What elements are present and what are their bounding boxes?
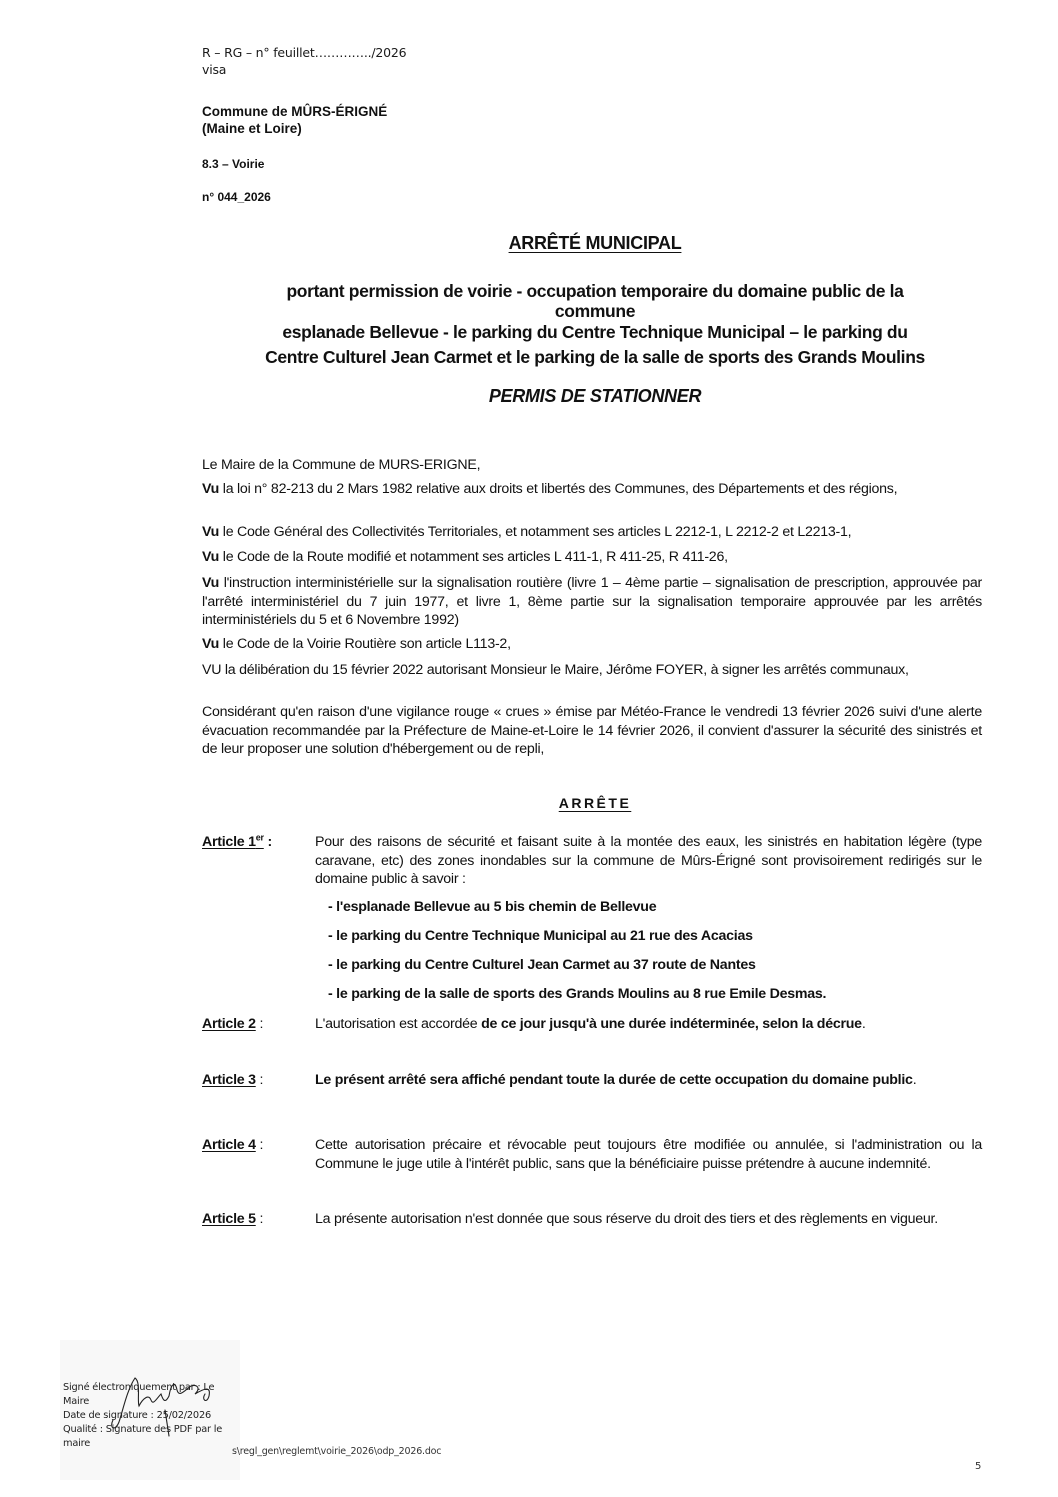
vu-label: Vu: [202, 524, 220, 540]
article-3-label: Article 3 :: [202, 1072, 264, 1088]
article-3-text: Le présent arrêté sera affiché pendant toute la durée de cette occupation du domaine public.: [315, 1072, 917, 1088]
vu-label: Vu: [202, 481, 220, 497]
vu-paragraph: [202, 548, 982, 567]
subtitle-line: esplanade Bellevue - le parking du Centre Technique Municipal – le parking du: [282, 322, 908, 342]
visa-line: visa: [202, 62, 227, 77]
article-1-label: Article 1er :: [202, 832, 272, 850]
vu-text: la loi n° 82-213 du 2 Mars 1982 relative aux droits et libertés des Communes, des Départements et des régions,: [219, 481, 898, 497]
considerant-paragraph: Considérant qu'en raison d'une vigilance rouge « crues » émise par Météo-France le vendredi 13 février 2026 suivi d'une alerte évacuation recommandée par la Préfecture de Maine-et-Loire le 14 février 2026, il convient d'assurer la sécurité des sinistrés et de leur proposer une solution d'hébergement ou de repli,: [202, 704, 982, 757]
subtitle-line: Centre Culturel Jean Carmet et le parking de la salle de sports des Grands Moulins: [265, 347, 925, 367]
category-label: 8.3 – Voirie: [202, 157, 265, 171]
vu-label: Vu: [202, 636, 220, 652]
file-path: s\regl_gen\reglemt\voirie_2026\odp_2026.doc: [232, 1446, 442, 1457]
preamble-intro: Le Maire de la Commune de MURS-ERIGNE,: [202, 457, 481, 473]
article-2-bold: de ce jour jusqu'à une durée indéterminée, selon la décrue: [481, 1016, 862, 1032]
location-item: - le parking de la salle de sports des Grands Moulins au 8 rue Emile Desmas.: [328, 986, 827, 1002]
article-2-label: Article 2 :: [202, 1016, 264, 1032]
document-subtitle: [200, 281, 990, 367]
location-item: - le parking du Centre Technique Municipal au 21 rue des Acacias: [328, 928, 753, 944]
subtitle-line: portant permission de voirie - occupation temporaire du domaine public de la: [286, 281, 904, 301]
article-label-text: Article 1er: [202, 832, 264, 850]
signature-quality: Qualité : Signature des PDF par le: [63, 1424, 223, 1435]
vu-text: l'instruction interministérielle sur la signalisation routière (livre 1 – 4ème partie – signalisation de prescription, approuvée par l'arrêté interministériel du 7 juin 1977, et livre 1, 8ème partie sur la signalisation temporaire approuvée par les arrêtés interministériels du 5 et 6 Novembre 1992): [202, 575, 982, 628]
vu-paragraph: [202, 480, 982, 499]
page-number: 5: [975, 1461, 982, 1472]
vu-paragraph: [202, 635, 982, 654]
signature-signed-by: Signé électroniquement par : Le: [63, 1382, 215, 1393]
subtitle-line: commune: [554, 301, 636, 321]
article-3-bold: Le présent arrêté sera affiché pendant toute la durée de cette occupation du domaine public: [315, 1072, 913, 1088]
reference-line: R – RG – n° feuillet…………../2026: [202, 45, 407, 60]
vu-label: Vu: [202, 549, 220, 565]
article-5-text: La présente autorisation n'est donnée que sous réserve du droit des tiers et des règlements en vigueur.: [315, 1211, 938, 1227]
article-5-label: Article 5 :: [202, 1211, 264, 1227]
vu-label: Vu: [202, 575, 220, 591]
commune-block: [202, 103, 387, 137]
location-item: - le parking du Centre Culturel Jean Carmet au 37 route de Nantes: [328, 957, 756, 973]
article-2-text: L'autorisation est accordée de ce jour jusqu'à une durée indéterminée, selon la décrue.: [315, 1016, 866, 1032]
permis-heading: PERMIS DE STATIONNER: [488, 386, 702, 406]
vu-paragraph: [202, 523, 982, 542]
departement-name: (Maine et Loire): [202, 121, 302, 136]
vu-text: le Code de la Route modifié et notamment ses articles L 411-1, R 411-25, R 411-26,: [219, 549, 728, 565]
article-4-text: Cette autorisation précaire et révocable peut toujours être modifiée ou annulée, si l'administration ou la Commune le juge utile à l'intérêt public, sans que la bénéficiaire puisse prétendre à aucune indemnité.: [315, 1137, 982, 1172]
commune-name: Commune de MÛRS-ÉRIGNÉ: [202, 104, 388, 119]
vu-text: le Code de la Voirie Routière son article L113-2,: [219, 636, 511, 652]
deliberation-paragraph: VU la délibération du 15 février 2022 autorisant Monsieur le Maire, Jérôme FOYER, à signer les arrêtés communaux,: [202, 662, 909, 678]
arrete-heading: ARRÊTE: [558, 795, 632, 811]
arrete-number: n° 044_2026: [202, 190, 271, 204]
document-title: ARRÊTÉ MUNICIPAL: [508, 233, 682, 253]
article-4-label: Article 4 :: [202, 1137, 264, 1153]
signature-quality-cont: maire: [63, 1438, 91, 1449]
vu-paragraph: [202, 574, 982, 630]
location-item: - l'esplanade Bellevue au 5 bis chemin de Bellevue: [328, 899, 657, 915]
vu-text: le Code Général des Collectivités Territoriales, et notamment ses articles L 2212-1, L 2212-2 et L2213-1,: [219, 524, 852, 540]
signature-signed-by-cont: Maire: [63, 1396, 90, 1407]
signature-info: [63, 1381, 243, 1451]
signature-date: Date de signature : 25/02/2026: [63, 1410, 212, 1421]
article-1-text: Pour des raisons de sécurité et faisant suite à la montée des eaux, les sinistrés en habitation légère (type caravane, etc) des zones inondables sur la commune de Mûrs-Érigné sont provisoirement redirigés sur le domaine public à savoir :: [315, 834, 982, 887]
document-reference: [202, 44, 406, 78]
